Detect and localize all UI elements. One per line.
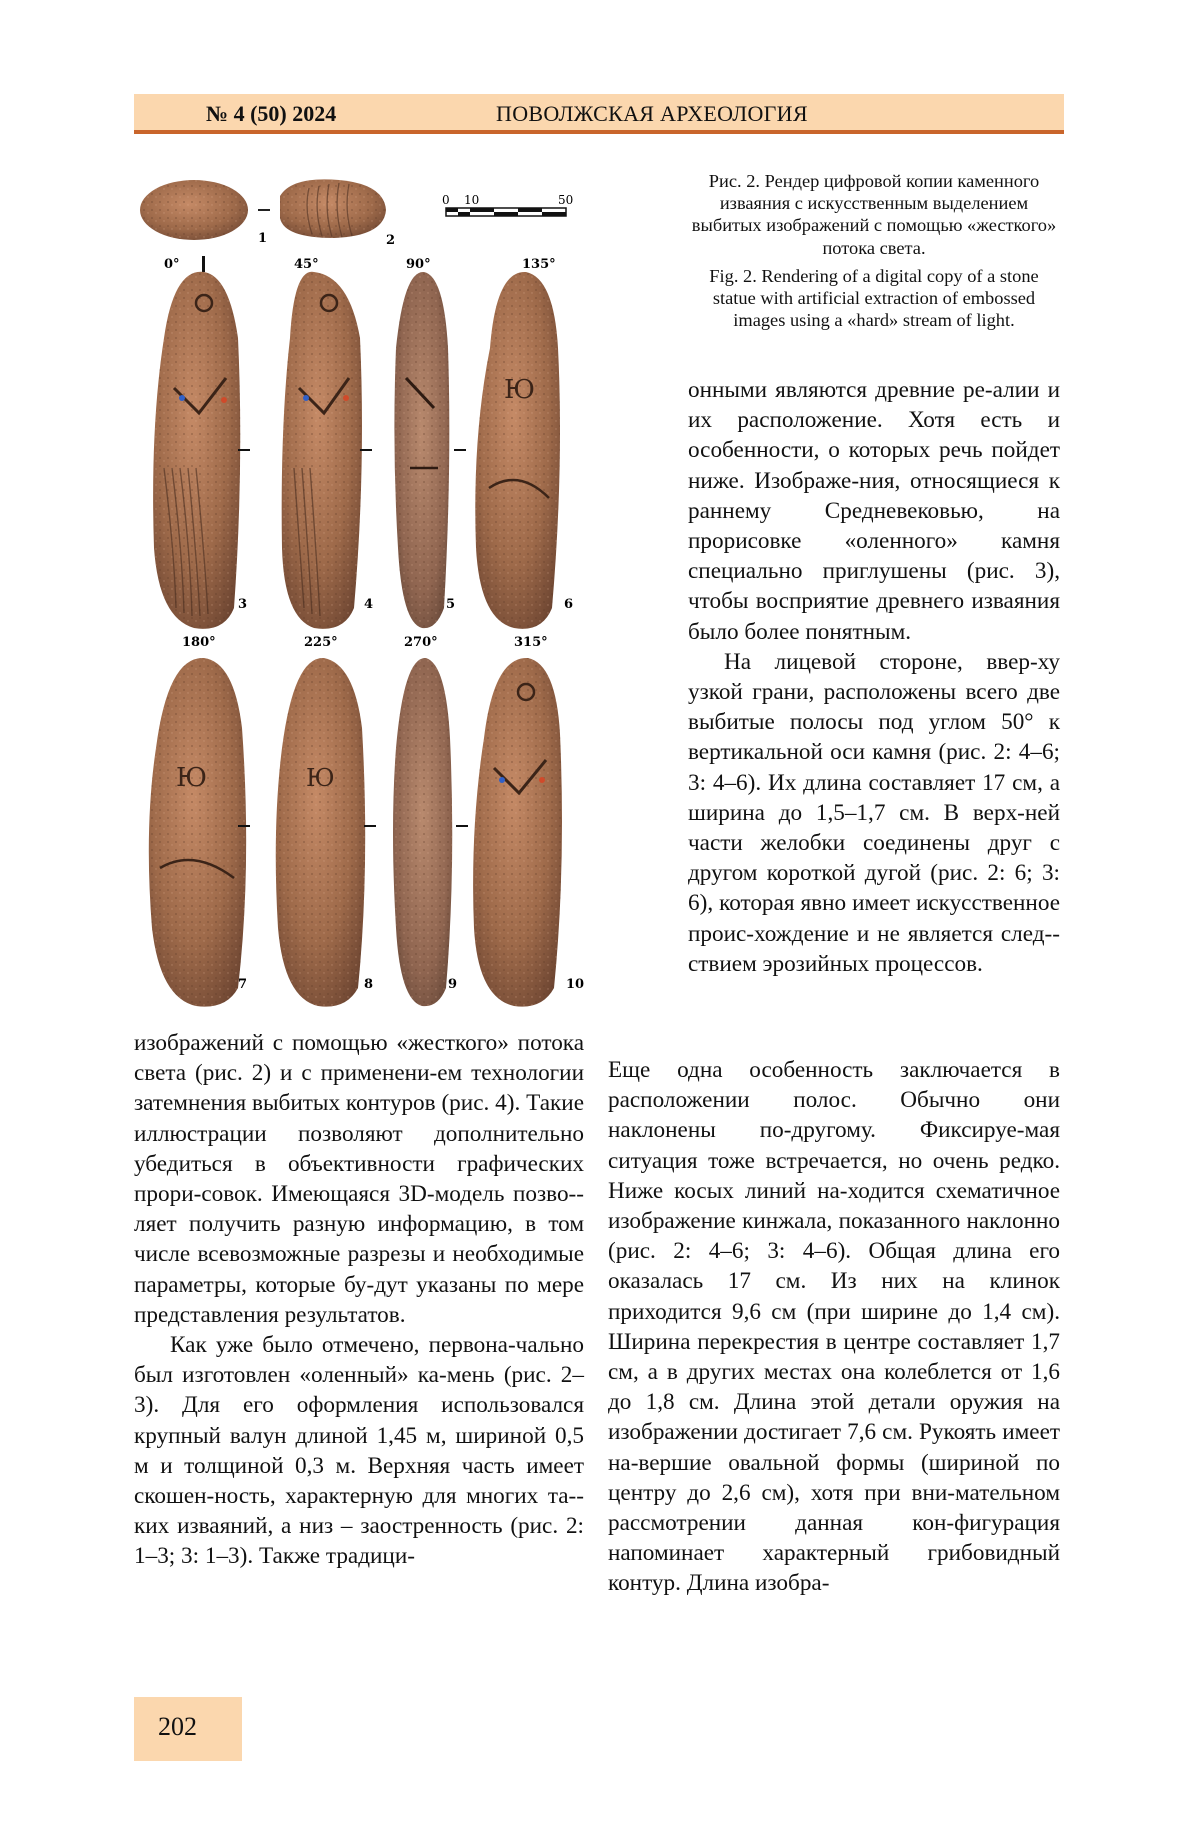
view-label-7: 7 [238, 977, 248, 992]
stone-view-7 [149, 658, 246, 1007]
page-number-box [134, 1697, 242, 1761]
view-label-10: 10 [566, 977, 585, 992]
angle-label-315: 315° [514, 635, 548, 650]
stone-view-9 [393, 658, 452, 1006]
paragraph-right-3: Еще одна особенность заключается в расположении полос. Обычно они наклонены по-другому. Фиксируе-мая ситуация тоже встречается, но очень редко. Ниже косых линий на-ходится схематичное изображение кинжала, показанного наклонно (рис. 2: 4–6; 3: 4–6). Общая длина его оказалась 17 см. Из них на клинок приходится 9,6 см (при ширине до 1,4 см). Ширина перекрестия в центре составляет 1,7 см, а в других местах она колеблется от 1,6 до 1,8 см. Длина этой детали оружия на изображении достигает 7,6 см. Рукоять имеет на-вершие овальной формы (шириной по центру до 2,6 см), хотя при вни-мательном рассмотрении данная кон-фигурация напоминает характерный грибовидный контур. Длина изобра- [608, 1057, 1060, 1597]
stone-view-6 [475, 272, 560, 629]
paragraph-left-1: изображений с помощью «жесткого» потока света (рис. 2) и с применени-ем технологии затемнения выбитых контуров (рис. 4). Такие иллюстрации позволяют дополнительно убедиться в объективности графических прори-совок. Имеющаяся 3D-модель позво-ляет получить разную информацию, в том числе всевозможные разрезы и необходимые параметры, которые бу-дут указаны по мере представления результатов. [134, 1030, 584, 1328]
stone-view-10 [473, 658, 562, 1007]
scale-tick-50: 50 [558, 193, 574, 207]
journal-title: ПОВОЛЖСКАЯ АРХЕОЛОГИЯ [496, 101, 808, 126]
view-label-2: 2 [386, 233, 396, 248]
angle-label-90: 90° [406, 257, 431, 272]
issue-number: № 4 (50) 2024 [206, 101, 337, 126]
view-label-1: 1 [258, 231, 268, 246]
caption-en: Fig. 2. Rendering of a digital copy of a stone statue with artificial extraction of embossed images using a «hard» stream of light. [709, 265, 1039, 331]
scale-tick-0: 0 [442, 193, 450, 207]
angle-label-135: 135° [522, 257, 556, 272]
stone-view-3 [153, 272, 240, 629]
view-label-4: 4 [364, 597, 374, 612]
scale-tick-10: 10 [464, 193, 480, 207]
stone-statue-figure [134, 168, 654, 1008]
angle-label-45: 45° [294, 257, 319, 272]
stone-view-8 [276, 658, 365, 1007]
view-label-8: 8 [364, 977, 374, 992]
running-header [134, 94, 1064, 134]
view-label-5: 5 [446, 597, 456, 612]
paragraph-right-1: онными являются древние ре-алии и их расположение. Хотя есть и особенности, о которых речь пойдет ниже. Изображе-ния, относящиеся к раннему Средневековью, на прорисовке «оленного» камня специально приглушены (рис. 3), чтобы восприятие древнего изваяния было более понятным. [688, 377, 1060, 645]
stone-view-2 [280, 179, 386, 238]
stone-view-5 [394, 272, 449, 628]
page-number: 202 [158, 1712, 197, 1741]
angle-label-225: 225° [304, 635, 338, 650]
view-label-3: 3 [238, 597, 248, 612]
view-label-6: 6 [564, 597, 574, 612]
paragraph-right-2: На лицевой стороне, ввер-ху узкой грани, расположены всего две выбитые полосы под углом 50° к вертикальной оси камня (рис. 2: 4–6; 3: 4–6). Их длина составляет 17 см, а ширина до 1,5–1,7 см. В верх-ней части желобки соединены друг с другом короткой дугой (рис. 2: 6; 3: 6), которая явно имеет искусственное проис-хождение и не является след-ствием эрозийных процессов. [688, 648, 1060, 977]
paragraph-left-2: Как уже было отмечено, первона-чально был изготовлен «оленный» ка-мень (рис. 2–3). Для его оформления использовался крупный валун длиной 1,45 м, шириной 0,5 м и толщиной 0,3 м. Верхняя часть имеет скошен-ность, характерную для многих та-ких изваяний, а низ – заостренность (рис. 2: 1–3; 3: 1–3). Также традици- [134, 1332, 584, 1570]
svg-text:Ю: Ю [306, 764, 335, 792]
angle-label-0: 0° [164, 257, 180, 272]
svg-text:Ю: Ю [504, 375, 536, 405]
left-column [134, 1028, 584, 1572]
scale-bar [442, 193, 573, 216]
right-column-bottom [608, 1055, 1060, 1599]
stone-view-1 [140, 180, 248, 240]
figure-caption [688, 170, 1060, 337]
caption-ru: Рис. 2. Рендер цифровой копии каменного изваяния с искусственным выделением выбитых изображений с помощью «жесткого» потока света. [691, 171, 1057, 258]
right-column-top [688, 375, 1060, 979]
svg-text:Ю: Ю [176, 763, 208, 793]
view-label-9: 9 [448, 977, 458, 992]
angle-label-180: 180° [182, 635, 216, 650]
stone-view-4 [282, 272, 362, 629]
angle-label-270: 270° [404, 635, 438, 650]
